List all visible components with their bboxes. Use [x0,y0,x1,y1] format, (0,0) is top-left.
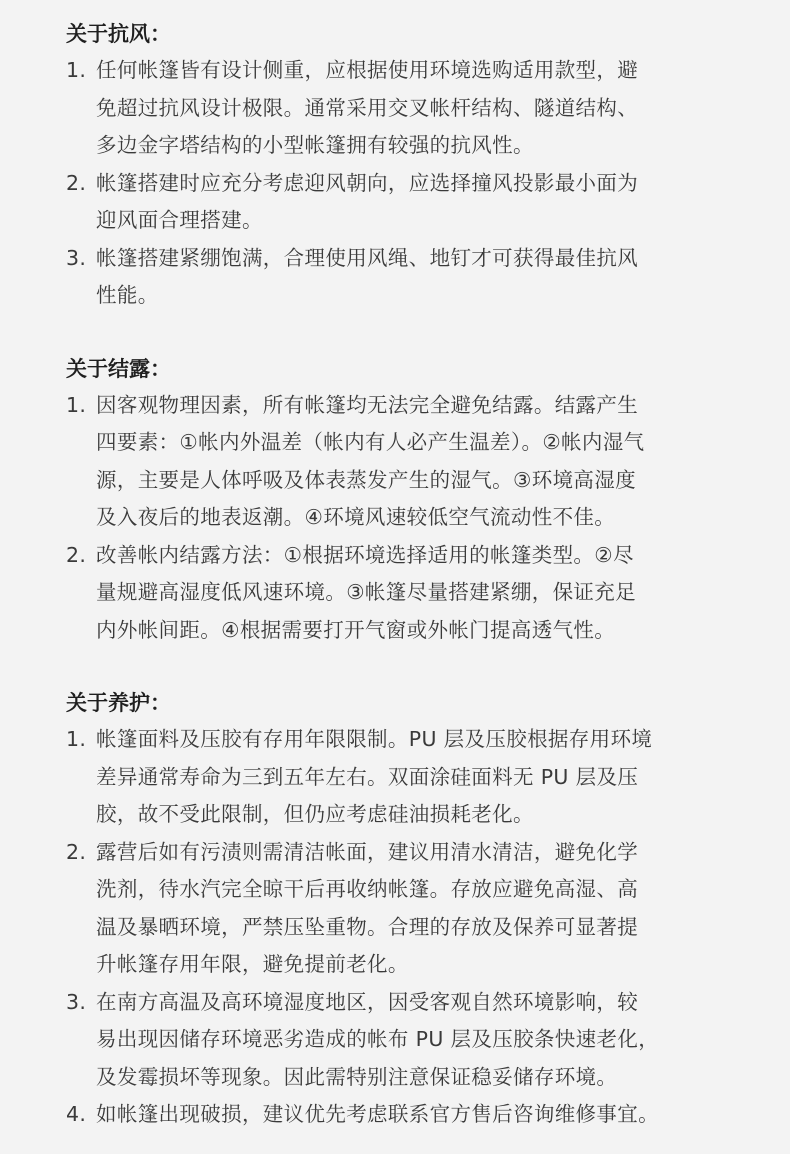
text-line: 易出现因储存环境恶劣造成的帐布 PU 层及压胶条快速老化， [96,1027,660,1051]
item-text [96,721,720,834]
text-line: 及入夜后的地表返潮。④环境风速较低空气流动性不佳。 [96,505,616,529]
text-line: 源，主要是人体呼吸及体表蒸发产生的湿气。③环境高湿度 [96,467,636,492]
text-line: 洗剂，待水汽完全晾干后再收纳帐篷。存放应避免高湿、高 [96,877,639,901]
item-number: 2. [66,839,87,864]
text-line: 任何帐篷皆有设计侧重，应根据使用环境选购适用款型，避 [96,58,639,82]
condensation-section [66,351,720,650]
item-number: 3. [66,989,87,1014]
text-line: 差异通常寿命为三到五年左右。双面涂硅面料无 PU 层及压 [96,764,639,789]
text-line: 露营后如有污渍则需清洁帐面，建议用清水清洁，避免化学 [96,839,639,864]
list-item [66,834,720,984]
text-line: 帐篷搭建紧绷饱满，合理使用风绳、地钉才可获得最佳抗风 [96,245,639,270]
text-line: 如帐篷出现破损，建议优先考虑联系官方售后咨询维修事宜。 [96,1102,659,1126]
maintenance-section [66,685,720,1134]
list-item [66,387,720,537]
text-line: 多边金字塔结构的小型帐篷拥有较强的抗风性。 [96,133,534,157]
list-item [66,52,720,165]
wind-resistance-section [66,16,720,315]
text-line: 免超过抗风设计极限。通常采用交叉帐杆结构、隧道结构、 [96,95,639,120]
item-number: 1. [66,392,87,417]
item-text [96,834,720,984]
list-item [66,240,720,315]
text-line: 及发霉损坏等现象。因此需特别注意保证稳妥储存环境。 [96,1064,618,1089]
item-number: 2. [66,542,87,567]
text-line: 四要素：①帐内外温差（帐内有人必产生温差）。②帐内湿气 [96,430,645,454]
item-number: 2. [66,170,87,195]
wind-resistance-list [66,52,720,315]
text-line: 量规避高湿度低风速环境。③帐篷尽量搭建紧绷，保证充足 [96,580,636,604]
maintenance-list [66,721,720,1134]
item-number: 1. [66,727,87,751]
text-line: 内外帐间距。④根据需要打开气窗或外帐门提高透气性。 [96,617,616,642]
list-item [66,1096,720,1134]
item-number: 3. [66,245,87,270]
item-text [96,165,720,240]
item-text [96,52,720,165]
item-text [96,240,720,315]
item-number: 1. [66,58,87,82]
text-line: 因客观物理因素，所有帐篷均无法完全避免结露。结露产生 [96,392,639,417]
text-line: 温及暴晒环境，严禁压坠重物。合理的存放及保养可显著提 [96,914,639,939]
wind-resistance-title: 关于抗风： [66,22,171,46]
list-item [66,984,720,1097]
item-text [96,1096,720,1134]
item-text [96,984,720,1097]
list-item [66,537,720,650]
text-line: 胶，故不受此限制，但仍应考虑硅油损耗老化。 [96,802,534,826]
maintenance-title: 关于养护： [66,691,171,715]
text-line: 迎风面合理搭建。 [96,208,263,232]
item-text [96,537,720,650]
condensation-list [66,387,720,650]
condensation-title: 关于结露： [66,356,171,381]
list-item [66,721,720,834]
text-line: 帐篷面料及压胶有存用年限限制。PU 层及压胶根据存用环境 [96,727,653,751]
text-line: 改善帐内结露方法：①根据环境选择适用的帐篷类型。②尽 [96,542,634,567]
item-text [96,387,720,537]
text-line: 性能。 [96,283,159,307]
text-line: 帐篷搭建时应充分考虑迎风朝向，应选择撞风投影最小面为 [96,170,639,195]
text-line: 升帐篷存用年限，避免提前老化。 [96,952,409,976]
text-line: 在南方高温及高环境湿度地区，因受客观自然环境影响，较 [96,989,639,1014]
item-number: 4. [66,1102,87,1126]
list-item [66,165,720,240]
